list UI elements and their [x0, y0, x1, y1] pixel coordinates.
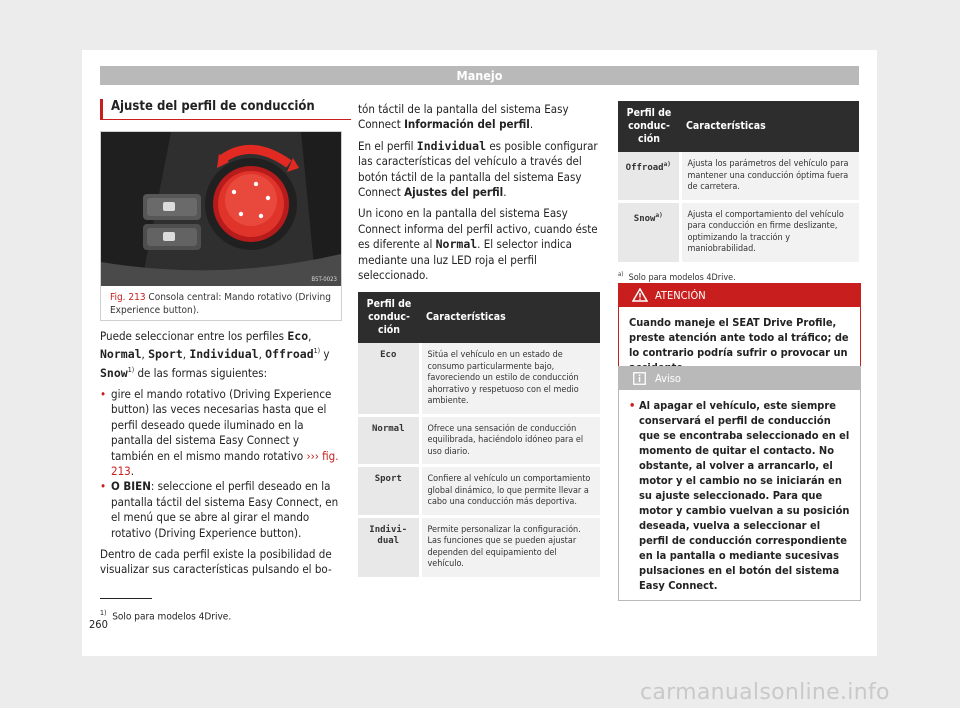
figure-caption-text: Consola central: Mando rotativo (Driving Experience button). [110, 292, 331, 316]
warning-triangle-icon [632, 288, 648, 302]
warning-header [619, 284, 860, 307]
warning-text: Cuando maneje el SEAT Drive Profile, preste atención ante todo al tráfico; de lo contrario podría sufrir o provocar un [629, 316, 849, 359]
table-header: Características [680, 101, 859, 152]
image-code: B5T-0023 [311, 276, 337, 283]
note-title: Aviso [655, 372, 681, 385]
footnote-divider [100, 598, 152, 599]
watermark: carmanualsonline.info [640, 680, 890, 705]
bullet-item: • O BIEN: seleccione el perfil deseado en la pantalla táctil del sistema Easy Connect, en el menú que se abre al girar el mando rotativo (Driving Experience button). [100, 479, 340, 541]
note-box [618, 366, 861, 601]
table-row: Normal Ofrece una sensación de conducción equilibrada, haciéndolo idóneo para el uso diario. [358, 415, 600, 466]
table-row: Eco Sitúa el vehículo en un estado de consumo particularmente bajo, favoreciendo un estilo de conducción ahorrativo y respetuoso con el medio ambiente. [358, 343, 600, 415]
warning-title: ATENCIÓN [655, 289, 706, 302]
profiles-table [358, 292, 600, 580]
table-row: Indivi-dual Permite personalizar la configuración. Las funciones que se pueden ajustar dependen del equipamiento del vehículo. [358, 516, 600, 578]
table-row: Sport Confiere al vehículo un comportamiento global dinámico, lo que permite llevar a cabo una conducción más deportiva. [358, 466, 600, 517]
table-row: Snow$^{a)}$ Ajusta el comportamiento del vehículo para conducción en firme deslizante, optimizando la tracción y maniobrabilidad. [618, 201, 859, 263]
console-photo [101, 132, 341, 286]
intro-paragraph: Puede seleccionar entre los perfiles Eco, Normal, Sport, Individual, Offroad$^{1)}$ y Snow$^{1)}$ de las formas siguientes: [100, 329, 330, 380]
paragraph: tón táctil de la pantalla del sistema Easy Connect Información del perfil. [358, 102, 569, 132]
table-footnote: $^{a)}$ Solo para modelos 4Drive. [618, 270, 736, 283]
note-header [619, 367, 860, 390]
figure-caption [110, 291, 336, 317]
paragraph: En el perfil Individual es posible configurar las características del vehículo a través del botón táctil de la pantalla del sistema Easy Connect Ajustes del perfil. [358, 138, 598, 200]
column-1 [100, 329, 340, 584]
page-header: Manejo [100, 66, 859, 85]
rotary-knob-illustration [101, 132, 341, 286]
table-header: Perfil de conduc-ción [358, 292, 420, 343]
section-title: Ajuste del perfil de conducción [100, 99, 351, 120]
bullet-item: • gire el mando rotativo (Driving Experience button) las veces necesarias hasta que el perfil deseado quede iluminado en la pantalla del sistema Easy Connect y también en el mismo mando rotativo ››› fig. 213. [100, 387, 340, 479]
note-text: • Al apagar el vehículo, este siempre conservará el perfil de conducción que se encontraba seleccionado en el momento de quitar el contacto. No obstante, al volver a arrancarlo, el motor y el cambio no se iniciarán en su ajuste seleccionado. Para que motor y cambio vuelvan a su posición deseada, vuelva a seleccionar el perfil de conducción correspondiente en la pantalla o mediante sucesivas pulsaciones en el botón del sistema Easy Connect. [629, 398, 850, 593]
profiles-table-4drive [618, 101, 859, 265]
table-row: Offroad$^{a)}$ Ajusta los parámetros del vehículo para mantener una conducción óptima fuera de carretera. [618, 152, 859, 201]
figure-link[interactable]: ››› fig. 213 [111, 448, 339, 478]
table-header: Perfil de conduc-ción [618, 101, 680, 152]
page-number: 260 [89, 618, 108, 631]
paragraph: Un icono en la pantalla del sistema Easy Connect informa del perfil activo, cuando éste es diferente al Normal. El selector indica mediante una luz LED roja el perfil seleccionado. [358, 206, 598, 283]
column-3 [618, 101, 859, 283]
info-icon [633, 372, 646, 385]
figure-213 [100, 131, 342, 321]
paragraph: Dentro de cada perfil existe la posibilidad de visualizar sus características pulsando el bo- [100, 546, 332, 577]
note-body [619, 390, 860, 600]
column-2 [358, 102, 600, 580]
table-header: Características [420, 292, 600, 343]
figure-label: Fig. 213 [110, 292, 146, 303]
page-footnote: $^{1)}$ Solo para modelos 4Drive. [100, 609, 232, 623]
